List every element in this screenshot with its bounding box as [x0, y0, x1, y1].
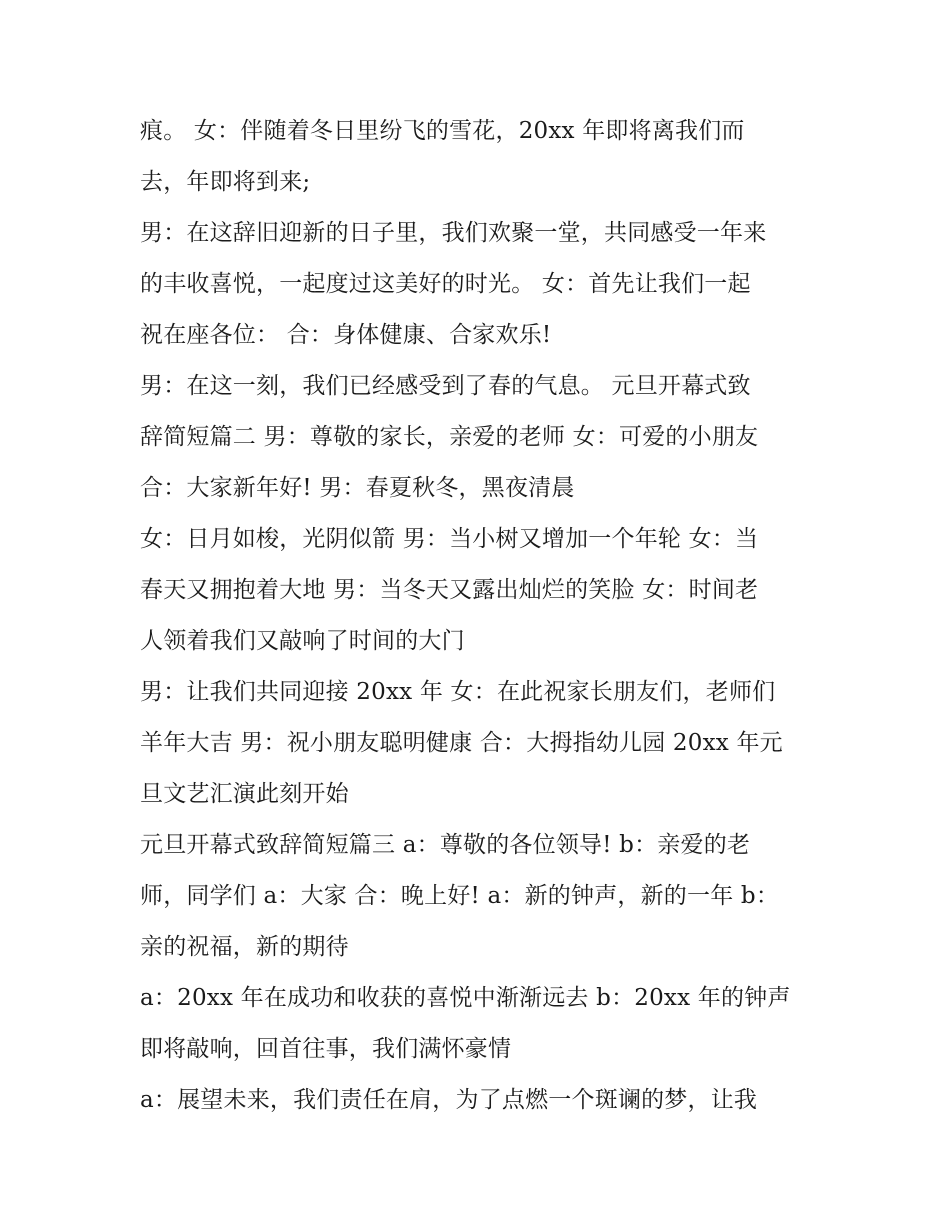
- text-line-16: 师，同学们 a：大家 合：晚上好! a：新的钟声，新的一年 b：: [140, 883, 780, 909]
- text-line-11: 人领着我们又敲响了时间的大门: [140, 628, 465, 654]
- text-line-4: 的丰收喜悦，一起度过这美好的时光。 女：首先让我们一起: [140, 271, 751, 297]
- document-body: [140, 109, 830, 1129]
- text-line-8: 合：大家新年好! 男：春夏秋冬，黑夜清晨: [140, 475, 575, 501]
- text-line-5: 祝在座各位： 合：身体健康、合家欢乐!: [140, 322, 552, 348]
- text-line-20: a：展望未来，我们责任在肩，为了点燃一个斑谰的梦，让我: [140, 1087, 758, 1113]
- text-line-1: 痕。 女：伴随着冬日里纷飞的雪花，20xx 年即将离我们而: [140, 118, 745, 144]
- text-line-17: 亲的祝福，新的期待: [140, 934, 349, 960]
- text-line-7: 辞简短篇二 男：尊敬的家长，亲爱的老师 女：可爱的小朋友: [140, 424, 759, 450]
- text-line-9: 女：日月如梭，光阴似箭 男：当小树又增加一个年轮 女：当: [140, 526, 759, 552]
- text-line-18: a：20xx 年在成功和收获的喜悦中渐渐远去 b：20xx 年的钟声: [140, 985, 791, 1011]
- text-line-19: 即将敲响，回首往事，我们满怀豪情: [140, 1036, 512, 1062]
- text-line-2: 去，年即将到来;: [140, 169, 311, 195]
- text-line-6: 男：在这一刻，我们已经感受到了春的气息。 元旦开幕式致: [140, 373, 751, 399]
- text-line-14: 旦文艺汇演此刻开始: [140, 781, 349, 807]
- text-line-15: 元旦开幕式致辞简短篇三 a：尊敬的各位领导! b：亲爱的老: [140, 832, 751, 858]
- text-line-12: 男：让我们共同迎接 20xx 年 女：在此祝家长朋友们，老师们: [140, 679, 776, 705]
- text-line-10: 春天又拥抱着大地 男：当冬天又露出灿烂的笑脸 女：时间老: [140, 577, 759, 603]
- text-line-13: 羊年大吉 男：祝小朋友聪明健康 合：大拇指幼儿园 20xx 年元: [140, 730, 783, 756]
- text-line-3: 男：在这辞旧迎新的日子里，我们欢聚一堂，共同感受一年来: [140, 220, 767, 246]
